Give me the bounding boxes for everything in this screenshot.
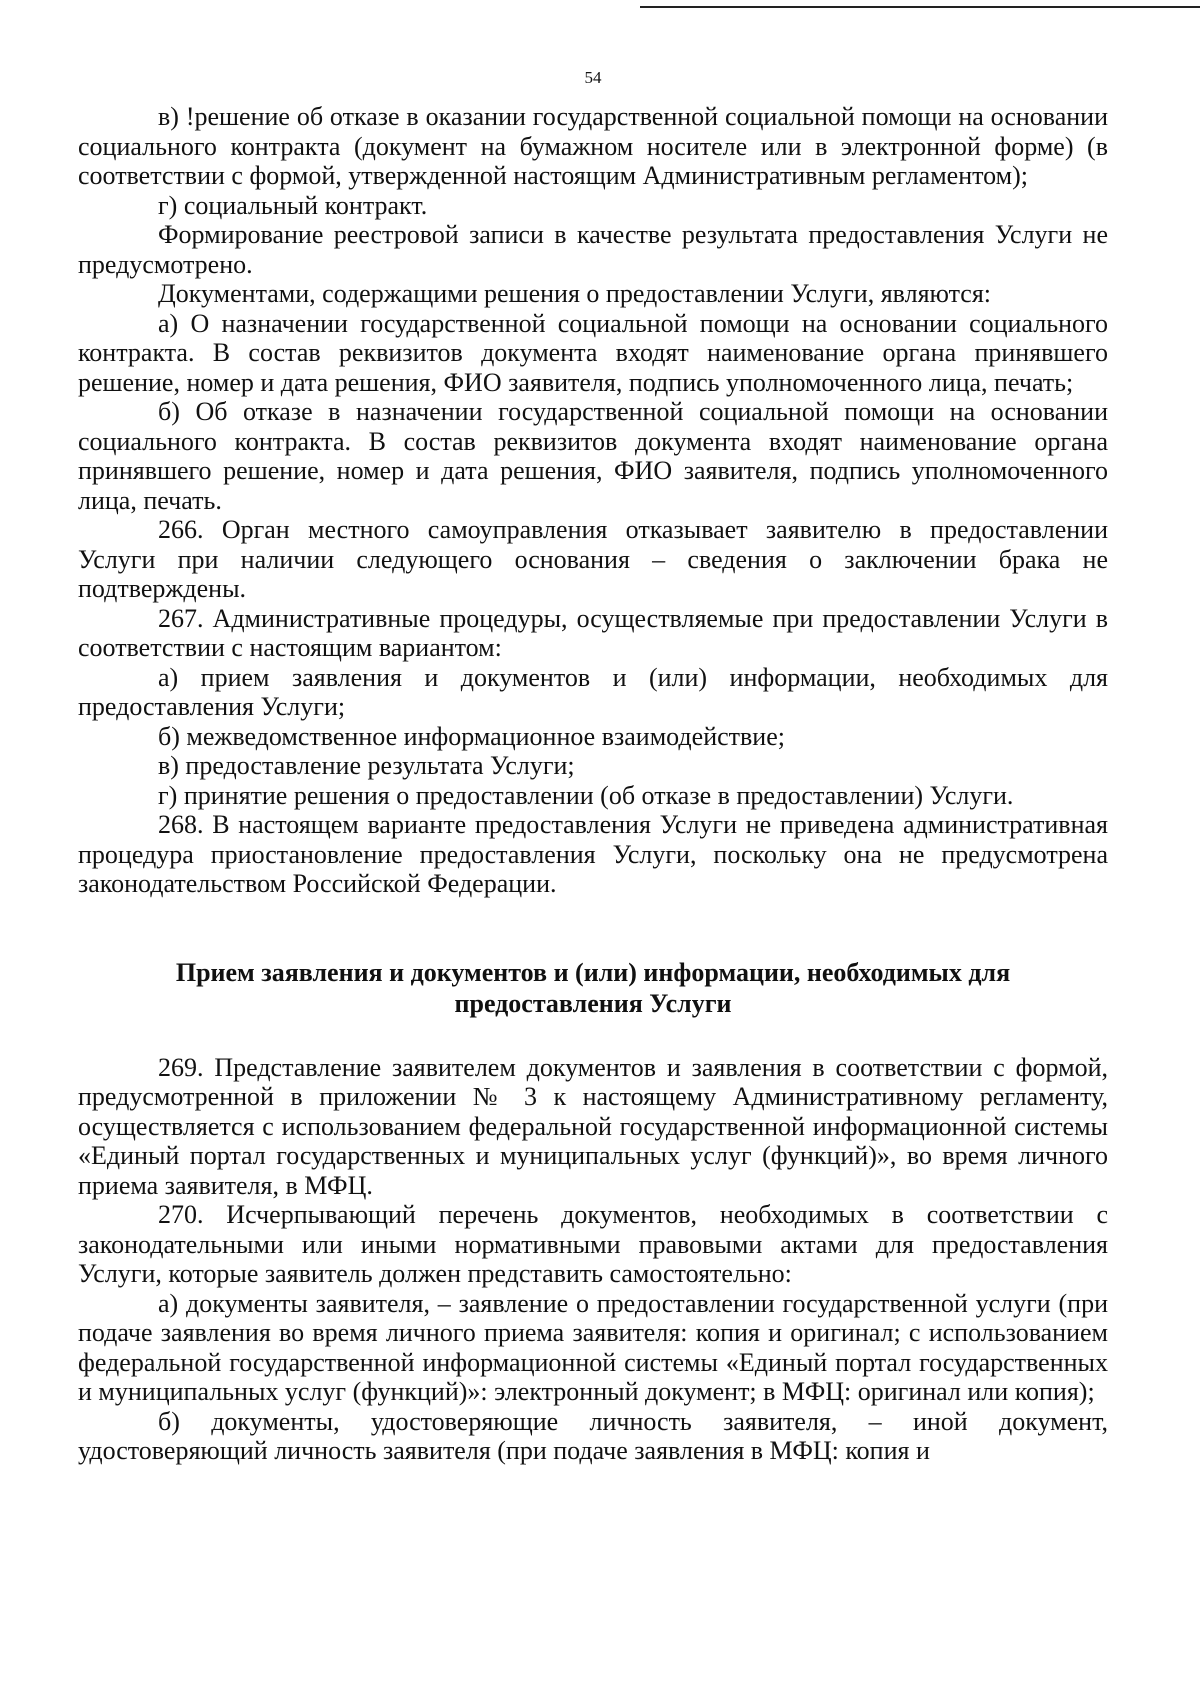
paragraph: в) предоставление результата Услуги; xyxy=(158,751,575,780)
paragraph: Документами, содержащими решения о предоставлении Услуги, являются: xyxy=(158,279,992,308)
paragraph: б) Об отказе в назначении государственной социальной помощи на основании социального контракта. В состав реквизитов документа входят наименование органа принявшего решение, номер и дата решения, ФИО заявителя, подпись уполномоченного лица, печать. xyxy=(78,397,1108,515)
paragraph: Формирование реестровой записи в качестве результата предоставления Услуги не предусмотрено. xyxy=(78,220,1108,279)
section-heading-line: Прием заявления и документов и (или) информации, необходимых для xyxy=(175,957,1011,987)
section-heading-line: предоставления Услуги xyxy=(454,988,732,1018)
paragraph: б) документы, удостоверяющие личность заявителя, – иной документ, удостоверяющий личность заявителя (при подаче заявления в МФЦ: копия и xyxy=(78,1406,1108,1465)
paragraph: б) межведомственное информационное взаимодействие; xyxy=(158,721,785,751)
paragraph: в) !решение об отказе в оказании государственной социальной помощи на основании социального контракта (документ на бумажном носителе или в электронной форме) (в соответствии с формой, утвержденной настоящим Административным регламентом); xyxy=(78,102,1108,190)
paragraph: 267. Административные процедуры, осуществляемые при предоставлении Услуги в соответствии с настоящим вариантом: xyxy=(78,603,1108,662)
paragraph: а) О назначении государственной социальной помощи на основании социального контракта. В состав реквизитов документа входят наименование органа принявшего решение, номер и дата решения, ФИО заявителя, подпись уполномоченного лица, печать; xyxy=(78,308,1108,397)
paragraph: а) документы заявителя, – заявление о предоставлении государственной услуги (при подаче заявления во время личного приема заявителя: копия и оригинал; с использованием федеральной государственной информационной системы «Единый портал государственных и муниципальных услуг (функций)»: электронный документ; в МФЦ: оригинал или копия); xyxy=(78,1288,1108,1406)
page-number: 54 xyxy=(584,68,602,87)
scan-top-edge-line xyxy=(640,6,1200,8)
paragraph: г) принятие решения о предоставлении (об отказе в предоставлении) Услуги. xyxy=(158,780,1014,810)
paragraph: 269. Представление заявителем документов и заявления в соответствии с формой, предусмотренной в приложении № 3 к настоящему Административному регламенту, осуществляется с использованием федеральной государственной информационной системы «Единый портал государственных и муниципальных услуг (функций)», во время личного приема заявителя, в МФЦ. xyxy=(78,1052,1108,1200)
paragraph: а) прием заявления и документов и (или) информации, необходимых для предоставления Услуги; xyxy=(78,662,1108,721)
paragraph: 270. Исчерпывающий перечень документов, необходимых в соответствии с законодательными или иными нормативными правовыми актами для предоставления Услуги, которые заявитель должен представить самостоятельно: xyxy=(78,1200,1108,1288)
paragraph: 266. Орган местного самоуправления отказывает заявителю в предоставлении Услуги при наличии следующего основания – сведения о заключении брака не подтверждены. xyxy=(78,515,1108,603)
document-page xyxy=(78,68,1108,1466)
paragraph: 268. В настоящем варианте предоставления Услуги не приведена административная процедура приостановление предоставления Услуги, поскольку она не предусмотрена законодательством Российской Федерации. xyxy=(78,810,1108,898)
paragraph: г) социальный контракт. xyxy=(158,190,428,220)
section-heading xyxy=(78,957,1108,1019)
